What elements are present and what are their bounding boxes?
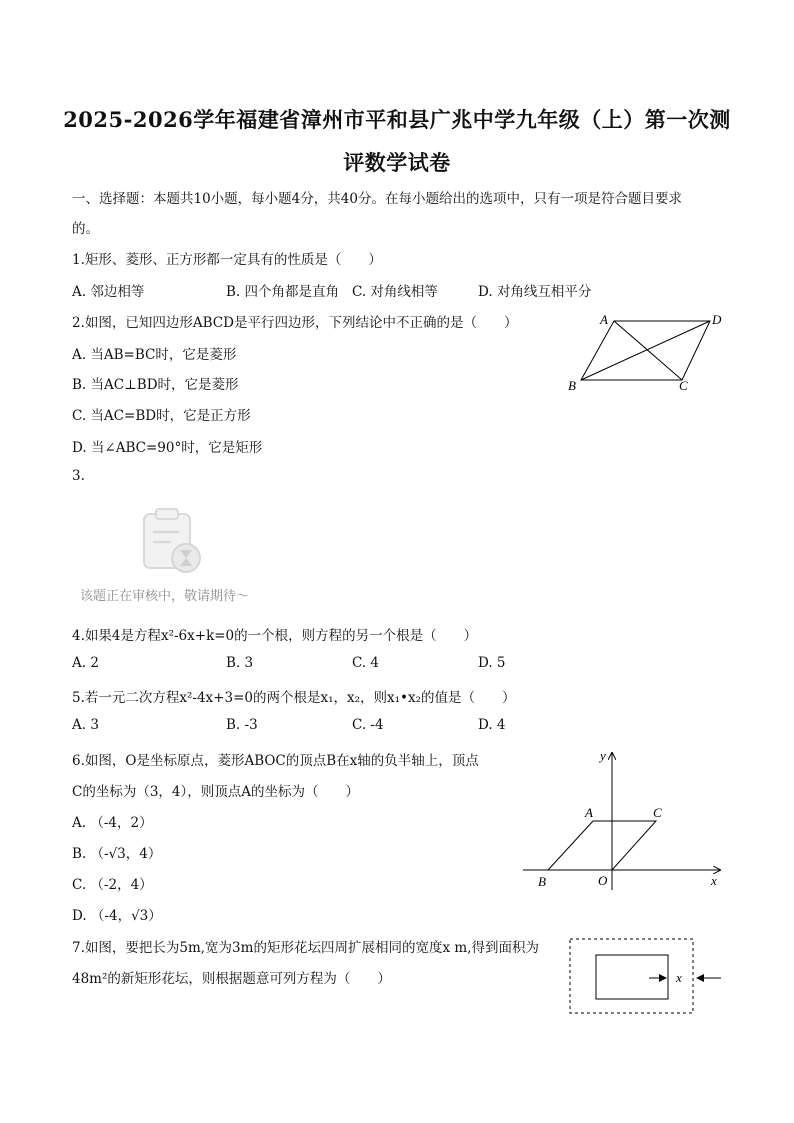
q2-parallelogram-figure [560,306,730,396]
q5-option-d: D. 4 [478,717,506,733]
q1-stem: 1.矩形、菱形、正方形都一定具有的性质是（ ） [72,252,382,268]
q6-label-c: C [653,805,662,820]
q6-axis-x-label: x [711,873,717,888]
exam-title-line1: 2025-2026学年福建省漳州市平和县广兆中学九年级（上）第一次测 [63,107,731,132]
q1-option-a: A. 邻边相等 [72,284,145,300]
clipboard-hourglass-icon [136,506,206,578]
q6-label-o: O [598,873,608,888]
q7-stem-line1: 7.如图，要把长为5m,宽为3m的矩形花坛四周扩展相同的宽度x m,得到面积为 [72,940,539,956]
q7-flowerbed-figure [565,935,730,1017]
q7-stem-line2: 48m²的新矩形花坛，则根据题意可列方程为（ ） [72,971,391,987]
q2-stem: 2.如图，已知四边形ABCD是平行四边形，下列结论中不正确的是（ ） [72,315,518,331]
q2-label-b: B [568,378,576,393]
q3-pending-notice: 该题正在审核中，敬请期待～ [80,589,250,604]
q2-option-d: D. 当∠ABC=90°时，它是矩形 [72,440,263,456]
section-header-line1: 一、选择题：本题共10小题，每小题4分，共40分。在每小题给出的选项中，只有一项是符合题目要求 [72,191,682,207]
q4-option-b: B. 3 [226,655,254,671]
q2-label-d: D [712,312,722,327]
q2-label-c: C [679,378,688,393]
q7-label-x: x [676,970,682,985]
exam-title-line2: 评数学试卷 [343,150,451,175]
q6-label-b: B [538,874,546,889]
q1-option-b: B. 四个角都是直角 [226,284,340,300]
q2-option-a: A. 当AB=BC时，它是菱形 [72,347,237,363]
q3-number: 3. [72,468,85,484]
q2-label-a: A [600,312,608,327]
q4-option-a: A. 2 [72,655,99,671]
q4-option-d: D. 5 [478,655,506,671]
q6-coordinate-figure [515,745,730,895]
q6-axis-y-label: y [600,748,606,763]
q6-stem-line1: 6.如图，O是坐标原点，菱形ABOC的顶点B在x轴的负半轴上，顶点 [72,753,479,769]
q5-option-a: A. 3 [72,717,99,733]
q6-option-a: A. （-4，2） [72,815,153,831]
q6-option-c: C. （-2，4） [72,877,153,893]
q6-label-a: A [585,805,593,820]
q6-stem-line2: C的坐标为（3，4），则顶点A的坐标为（ ） [72,784,360,800]
q4-stem: 4.如果4是方程x²-6x+k=0的一个根，则方程的另一个根是（ ） [72,628,478,644]
section-header-line2: 的。 [72,221,99,237]
q6-option-b: B. （-√3，4） [72,846,162,862]
q1-option-c: C. 对角线相等 [352,284,438,300]
q2-option-c: C. 当AC=BD时，它是正方形 [72,408,251,424]
q5-option-c: C. -4 [352,717,384,733]
q2-option-b: B. 当AC⊥BD时，它是菱形 [72,377,239,393]
q5-option-b: B. -3 [226,717,258,733]
q5-stem: 5.若一元二次方程x²-4x+3=0的两个根是x₁，x₂，则x₁•x₂的值是（ ） [72,690,516,706]
q6-option-d: D. （-4，√3） [72,908,162,924]
q1-option-d: D. 对角线互相平分 [478,284,592,300]
q4-option-c: C. 4 [352,655,380,671]
